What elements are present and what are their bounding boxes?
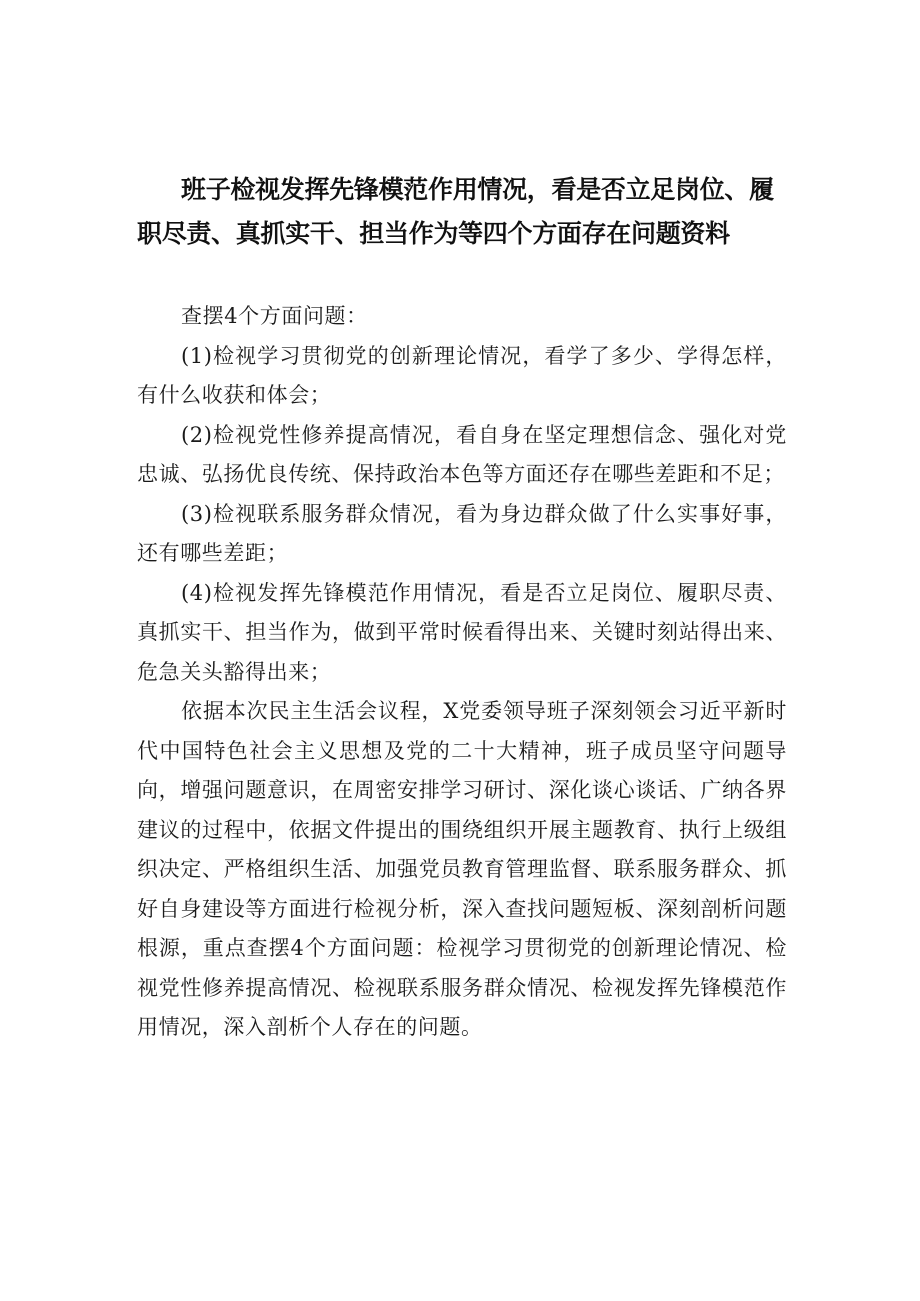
paragraph-item-4: (4)检视发挥先锋模范作用情况，看是否立足岗位、履职尽责、真抓实干、担当作为，做到平常时候看得出来、关键时刻站得出来、危急关头豁得出来； — [137, 580, 787, 684]
paragraph-item-1: (1)检视学习贯彻党的创新理论情况，看学了多少、学得怎样，有什么收获和体会； — [137, 343, 787, 407]
document-title: 班子检视发挥先锋模范作用情况，看是否立足岗位、履职尽责、真抓实干、担当作为等四个方面存在问题资料 — [137, 175, 774, 248]
paragraph-item-2: (2)检视党性修养提高情况，看自身在坚定理想信念、强化对党忠诚、弘扬优良传统、保持政治本色等方面还存在哪些差距和不足； — [137, 422, 787, 486]
paragraph-summary: 依据本次民主生活会议程，X党委领导班子深刻领会习近平新时代中国特色社会主义思想及党的二十大精神，班子成员坚守问题导向，增强问题意识，在周密安排学习研讨、深化谈心谈话、广纳各界建议的过程中，依据文件提出的围绕组织开展主题教育、执行上级组织决定、严格组织生活、加强党员教育管理监督、联系服务群众、抓好自身建设等方面进行检视分析，深入查找问题短板、深刻剖析问题根源，重点查摆4个方面问题：检视学习贯彻党的创新理论情况、检视党性修养提高情况、检视联系服务群众情况、检视发挥先锋模范作用情况，深入剖析个人存在的问题。 — [137, 699, 787, 1039]
paragraph-intro: 查摆4个方面问题： — [181, 304, 368, 328]
paragraph-item-3: (3)检视联系服务群众情况，看为身边群众做了什么实事好事，还有哪些差距； — [137, 501, 787, 565]
document-body — [137, 297, 787, 1048]
